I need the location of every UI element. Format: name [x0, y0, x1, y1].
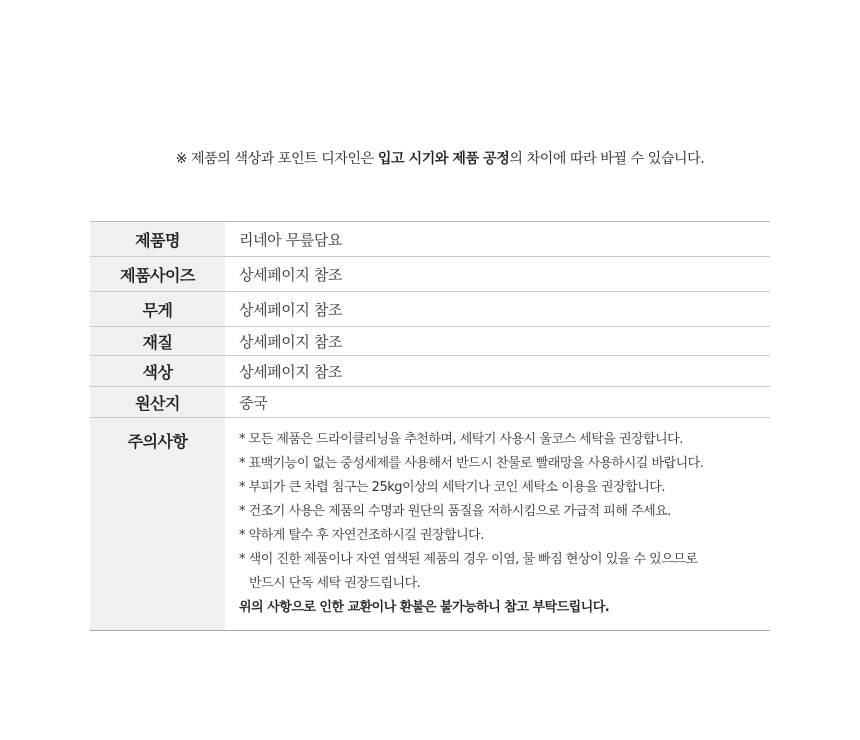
spec-value-caution: [225, 418, 770, 631]
spec-label-weight: 무게: [90, 292, 225, 327]
spec-row-caution: [90, 418, 770, 631]
spec-value-material: 상세페이지 참조: [225, 327, 770, 356]
spec-label-name: 제품명: [90, 222, 225, 257]
spec-row-weight: [90, 292, 770, 327]
caution-line: * 약하게 탈수 후 자연건조하시길 권장합니다.: [239, 528, 484, 543]
spec-label-material: 재질: [90, 327, 225, 356]
notice-text: ※ 제품의 색상과 포인트 디자인은: [175, 151, 378, 167]
spec-label-origin: 원산지: [90, 387, 225, 418]
color-design-notice: [0, 148, 860, 168]
spec-row-name: [90, 222, 770, 257]
spec-value-weight: 상세페이지 참조: [225, 292, 770, 327]
caution-line: * 색이 진한 제품이나 자연 염색된 제품의 경우 이염, 물 빠짐 현상이 있을 수 있으므로: [239, 552, 698, 567]
spec-label-color: 색상: [90, 356, 225, 387]
spec-value-name: 리네아 무릎담요: [225, 222, 770, 257]
caution-line: * 모든 제품은 드라이클리닝을 추천하며, 세탁기 사용시 울코스 세탁을 권장합니다.: [239, 432, 683, 447]
spec-value-origin: 중국: [225, 387, 770, 418]
notice-emphasis: 입고 시기와 제품 공정: [377, 151, 510, 167]
spec-value-color: 상세페이지 참조: [225, 356, 770, 387]
caution-notes: [239, 418, 770, 630]
spec-row-size: [90, 257, 770, 292]
spec-label-caution: 주의사항: [90, 418, 225, 631]
spec-label-size: 제품사이즈: [90, 257, 225, 292]
caution-line: * 부피가 큰 차렵 침구는 25kg이상의 세탁기나 코인 세탁소 이용을 권장합니다.: [239, 480, 665, 495]
spec-value-size: 상세페이지 참조: [225, 257, 770, 292]
caution-footer: 위의 사항으로 인한 교환이나 환불은 불가능하니 참고 부탁드립니다.: [239, 600, 610, 615]
spec-row-color: [90, 356, 770, 387]
spec-row-origin: [90, 387, 770, 418]
spec-row-material: [90, 327, 770, 356]
product-spec-table: [90, 221, 770, 631]
caution-line-continued: 반드시 단독 세탁 권장드립니다.: [249, 576, 421, 591]
caution-line: * 표백기능이 없는 중성세제를 사용해서 반드시 찬물로 빨래망을 사용하시길 바랍니다.: [239, 456, 704, 471]
notice-text-end: 의 차이에 따라 바뀔 수 있습니다.: [509, 151, 705, 167]
caution-line: * 건조기 사용은 제품의 수명과 원단의 품질을 저하시킴으로 가급적 피해 주세요.: [239, 504, 671, 519]
